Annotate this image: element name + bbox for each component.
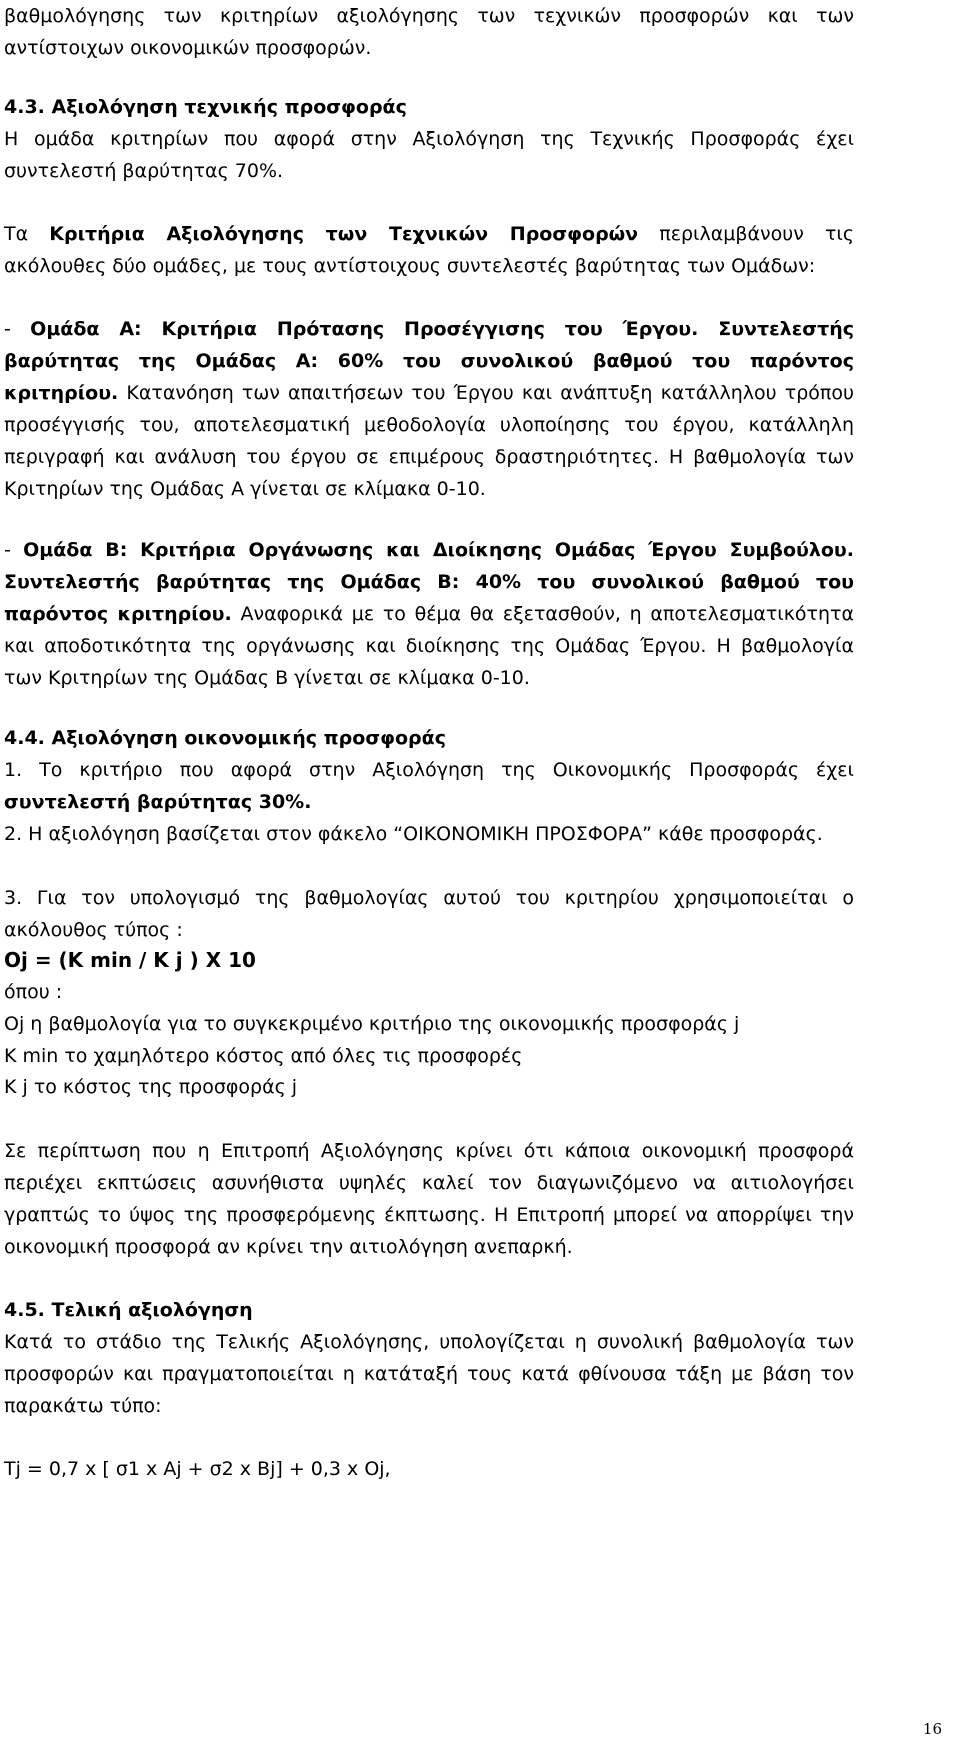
intro-paragraph: βαθμολόγησης των κριτηρίων αξιολόγησης των τεχνικών προσφορών και των αντίστοιχων οικονομικών προσφορών. xyxy=(4,5,854,59)
financial-item-1: 1. Το κριτήριο που αφορά στην Αξιολόγηση της Οικονομικής Προσφοράς έχει συντελεστή βαρύτητας 30%. xyxy=(4,759,854,813)
formula-definition-oj: Oj η βαθμολογία για το συγκεκριμένο κριτήριο της οικονομικής προσφοράς j xyxy=(4,1013,740,1035)
financial-formula: Oj = (K min / K j ) X 10 xyxy=(4,948,256,972)
section-4-5-heading: 4.5. Τελική αξιολόγηση xyxy=(4,1299,253,1321)
section-4-4-heading: 4.4. Αξιολόγηση οικονομικής προσφοράς xyxy=(4,727,446,749)
formula-where-label: όπου : xyxy=(4,981,63,1003)
group-b-paragraph: - Ομάδα Β: Κριτήρια Οργάνωσης και Διοίκησης Ομάδας Έργου Συμβούλου. Συντελεστής βαρύτητας της Ομάδας Β: 40% του συνολικού βαθμού του παρόντος κριτηρίου. Αναφορικά με το θέμα θα εξετασθούν, η αποτελεσματικότητα και αποδοτικότητα της οργάνωσης και διοίκησης της Ομάδας Έργου. Η βαθμολογία των Κριτηρίων της Ομάδας Β γίνεται σε κλίμακα 0-10. xyxy=(4,539,855,689)
page-number: 16 xyxy=(922,1720,942,1738)
group-a-paragraph: - Ομάδα Α: Κριτήρια Πρότασης Προσέγγισης του Έργου. Συντελεστής βαρύτητας της Ομάδας Α: 60% του συνολικού βαθμού του παρόντος κριτηρίου. Κατανόηση των απαιτήσεων του Έργου και ανάπτυξη κατάλληλου τρόπου προσέγγισής του, αποτελεσματική μεθοδολογία υλοποίησης του έργου, κατάλληλη περιγραφή και ανάλυση του έργου σε επιμέρους δραστηριότητες. Η βαθμολογία των Κριτηρίων της Ομάδας Α γίνεται σε κλίμακα 0-10. xyxy=(4,318,854,500)
section-4-3-heading: 4.3. Αξιολόγηση τεχνικής προσφοράς xyxy=(4,96,407,118)
group-a-title: Ομάδα Α: Κριτήρια Πρότασης Προσέγγισης του Έργου. Συντελεστής βαρύτητας της Ομάδας Α: 60% του συνολικού βαθμού του παρόντος κριτηρίου. xyxy=(4,318,854,404)
technical-criteria-paragraph: Τα Κριτήρια Αξιολόγησης των Τεχνικών Προσφορών περιλαμβάνουν τις ακόλουθες δύο ομάδες, με τους αντίστοιχους συντελεστές βαρύτητας των Ομάδων: xyxy=(4,223,854,277)
group-b-description: Αναφορικά με το θέμα θα εξετασθούν, η αποτελεσματικότητα και αποδοτικότητα της οργάνωσης και διοίκησης της Ομάδας Έργου. Η βαθμολογία των Κριτηρίων της Ομάδας Β γίνεται σε κλίμακα 0-10. xyxy=(4,603,855,689)
formula-definition-kj: K j το κόστος της προσφοράς j xyxy=(4,1076,298,1098)
final-evaluation-paragraph: Κατά το στάδιο της Τελικής Αξιολόγησης, υπολογίζεται η συνολική βαθμολογία των προσφορών και πραγματοποιείται η κατάταξή τους κατά φθίνουσα τάξη με βάση τον παρακάτω τύπο: xyxy=(4,1331,854,1417)
financial-item-3: 3. Για τον υπολογισμό της βαθμολογίας αυτού του κριτηρίου χρησιμοποιείται ο ακόλουθος τύπος : xyxy=(4,887,854,941)
group-b-title: Ομάδα Β: Κριτήρια Οργάνωσης και Διοίκησης Ομάδας Έργου Συμβούλου. Συντελεστής βαρύτητας της Ομάδας Β: 40% του συνολικού βαθμού του παρόντος κριτηρίου. xyxy=(4,539,854,625)
final-formula: Tj = 0,7 x [ σ1 x Aj + σ2 x Bj] + 0,3 x Oj, xyxy=(4,1458,391,1480)
formula-definition-kmin: K min το χαμηλότερο κόστος από όλες τις προσφορές xyxy=(4,1045,523,1067)
section-4-3-weight-paragraph: Η ομάδα κριτηρίων που αφορά στην Αξιολόγηση της Τεχνικής Προσφοράς έχει συντελεστή βαρύτητας 70%. xyxy=(4,128,854,182)
technical-criteria-term: Κριτήρια Αξιολόγησης των Τεχνικών Προσφορών xyxy=(49,223,639,245)
group-a-description: Κατανόηση των απαιτήσεων του Έργου και ανάπτυξη κατάλληλου τρόπου προσέγγισής του, αποτελεσματική μεθοδολογία υλοποίησης του έργου, κατάλληλη περιγραφή και ανάλυση του έργου σε επιμέρους δραστηριότητες. Η βαθμολογία των Κριτηρίων της Ομάδας Α γίνεται σε κλίμακα 0-10. xyxy=(4,382,854,500)
financial-item-2: 2. Η αξιολόγηση βασίζεται στον φάκελο “ΟΙΚΟΝΟΜΙΚΗ ΠΡΟΣΦΟΡΑ” κάθε προσφοράς. xyxy=(4,823,823,845)
abnormal-offer-paragraph: Σε περίπτωση που η Επιτροπή Αξιολόγησης κρίνει ότι κάποια οικονομική προσφορά περιέχει εκπτώσεις ασυνήθιστα υψηλές καλεί τον διαγωνιζόμενο να αιτιολογήσει γραπτώς το ύψος της προσφερόμενης έκπτωσης. Η Επιτροπή μπορεί να απορρίψει την οικονομική προσφορά αν κρίνει την αιτιολόγηση ανεπαρκή. xyxy=(4,1140,854,1258)
